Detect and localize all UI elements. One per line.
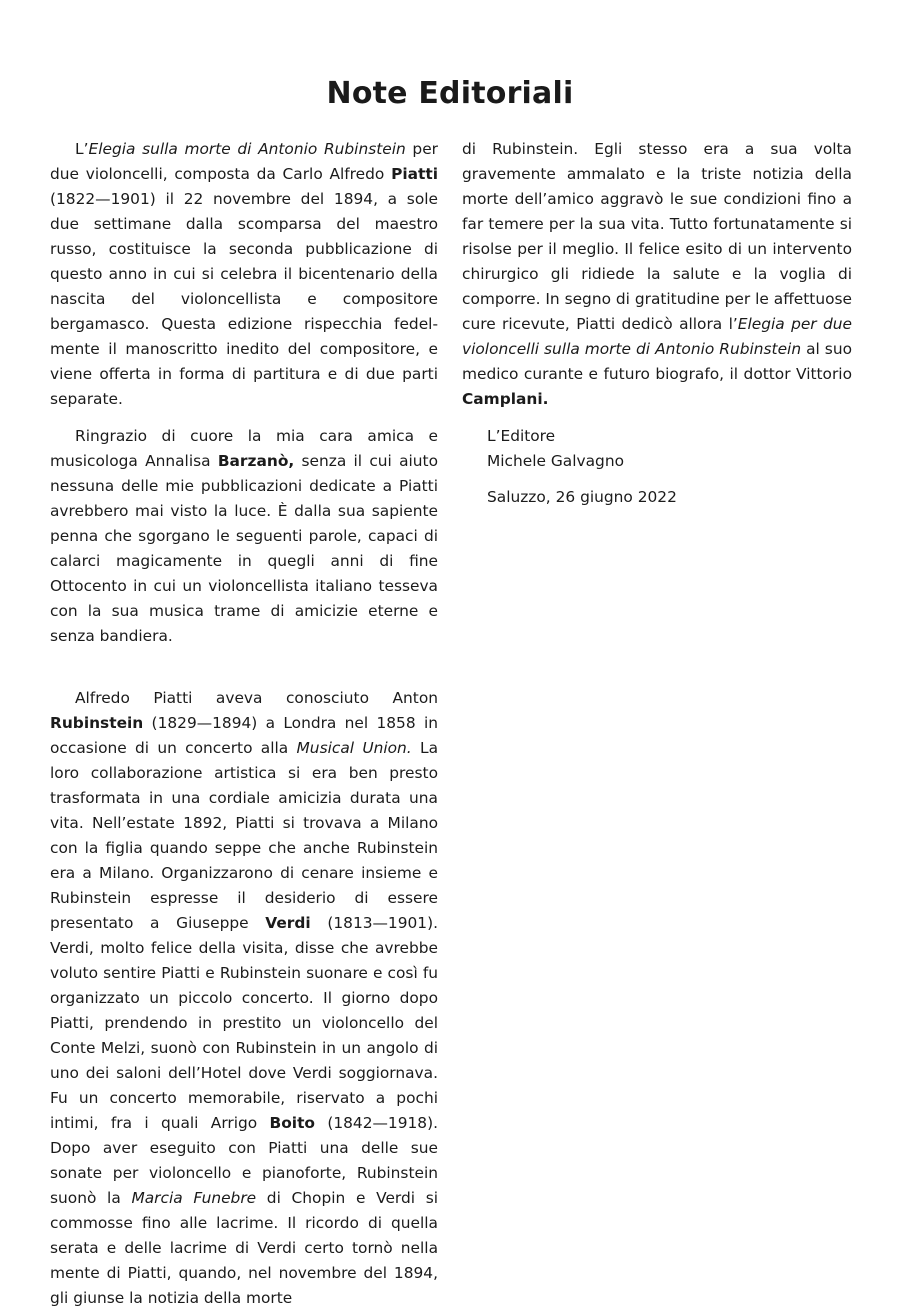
bold-name-barzano: Barzanò, [217,452,295,470]
italic-marcia-funebre: Marcia Funebre [131,1189,257,1207]
text-run: (1813—1901). Verdi, molto felice della visita, disse che avrebbe voluto sentire Piatti e Rubinstein suonare e così fu organizzato un piccolo concerto. Il giorno dopo Piatti, prendendo in prestito un violoncello del Conte Melzi, suonò con Rubinstein in un angolo di uno dei saloni dell’Hotel dove Verdi soggiornava. Fu un concerto memorabile, riservato a pochi intimi, fra i quali Arrigo [50,914,438,1132]
signature-name: Michele Galvagno [487,452,624,470]
left-column [50,137,438,1311]
paragraph-history-continued [462,137,852,412]
text-run: senza il cui aiuto nessuna delle mie pubblicazioni dedicate a Piatti avrebbero mai visto la luce. È dalla sua sapiente penna che sgorgano le seguenti parole, capaci di calarci magicamente in quegli anni di fine Ottocento in cui un violoncellista italiano tesseva con la sua musica trame di amicizie eterne e senza bandiera. [50,452,438,645]
text-run: al suo medico curante e futuro biografo, il dottor Vittorio [462,340,852,383]
place-date: Saluzzo, 26 giugno 2022 [487,488,677,506]
text-run: di Chopin e Verdi si commosse fino alle lacrime. Il ricordo di quella serata e delle lacrime di Verdi certo tornò nella mente di Piatti, quando, nel novembre del 1894, gli giunse la notizia della morte [50,1189,438,1307]
signature-block [462,424,852,474]
signature-role: L’Editore [487,427,556,445]
text-run: L’ [75,140,89,158]
page-title: Note Editoriali [326,76,574,111]
text-run: per due violoncelli, composta da Carlo Alfredo [50,140,438,183]
bold-name-boito: Boito [269,1114,316,1132]
paragraph-history [50,686,438,1311]
italic-work-title-dedication: Elegia per due violoncelli sulla morte di Antonio Rubinstein [462,315,852,358]
italic-work-title: Elegia sulla morte di Antonio Rubinstein [88,140,406,158]
text-run: (1822—1901) il 22 novembre del 1894, a sole due settimane dalla scomparsa del maestro russo, costituisce la seconda pubblicazione di questo anno in cui si celebra il bicentenario della nascita del violoncellista e compositore bergamasco. Questa edizione rispecchia fedelmente il manoscritto inedito del compositore, e viene offerta in forma di partitura e di due parti separate. [50,190,438,408]
bold-name-camplani: Camplani. [462,390,549,408]
paragraph-elegia-intro [50,137,438,412]
text-run: La loro collaborazione artistica si era ben presto trasformata in una cordiale amicizia durata una vita. Nell’estate 1892, Piatti si trovava a Milano con la figlia quando seppe che anche Rubinstein era a Milano. Organizzarono di cenare insieme e Rubinstein espresse il desiderio di essere presentato a Giuseppe [50,739,438,932]
text-run: (1829—1894) a Londra nel 1858 in occasione di un concerto alla [50,714,438,757]
paragraph-acknowledgement [50,424,438,649]
italic-musical-union: Musical Union. [296,739,412,757]
text-run: Ringrazio di cuore la mia cara amica e musicologa Annalisa [50,427,438,470]
bold-name-piatti: Piatti [391,165,438,183]
text-run: (1842—1918). Dopo aver eseguito con Piatti una delle sue sonate per violoncello e pianoforte, Rubinstein suonò la [50,1114,438,1207]
text-run: Alfredo Piatti aveva conosciuto Anton [75,689,438,707]
bold-name-verdi: Verdi [265,914,311,932]
right-column [462,137,852,510]
bold-name-rubinstein: Rubinstein [50,714,144,732]
text-run: di Rubinstein. Egli stesso era a sua volta gravemente ammalato e la triste notizia della morte dell’amico aggravò le sue condizioni fino a far temere per la sua vita. Tutto fortunatamente si risolse per il meglio. Il felice esito di un intervento chirurgico gli ridiede la salute e la voglia di comporre. In segno di gratitudine per le affettuose cure ricevute, Piatti dedicò allora l’ [462,140,852,333]
